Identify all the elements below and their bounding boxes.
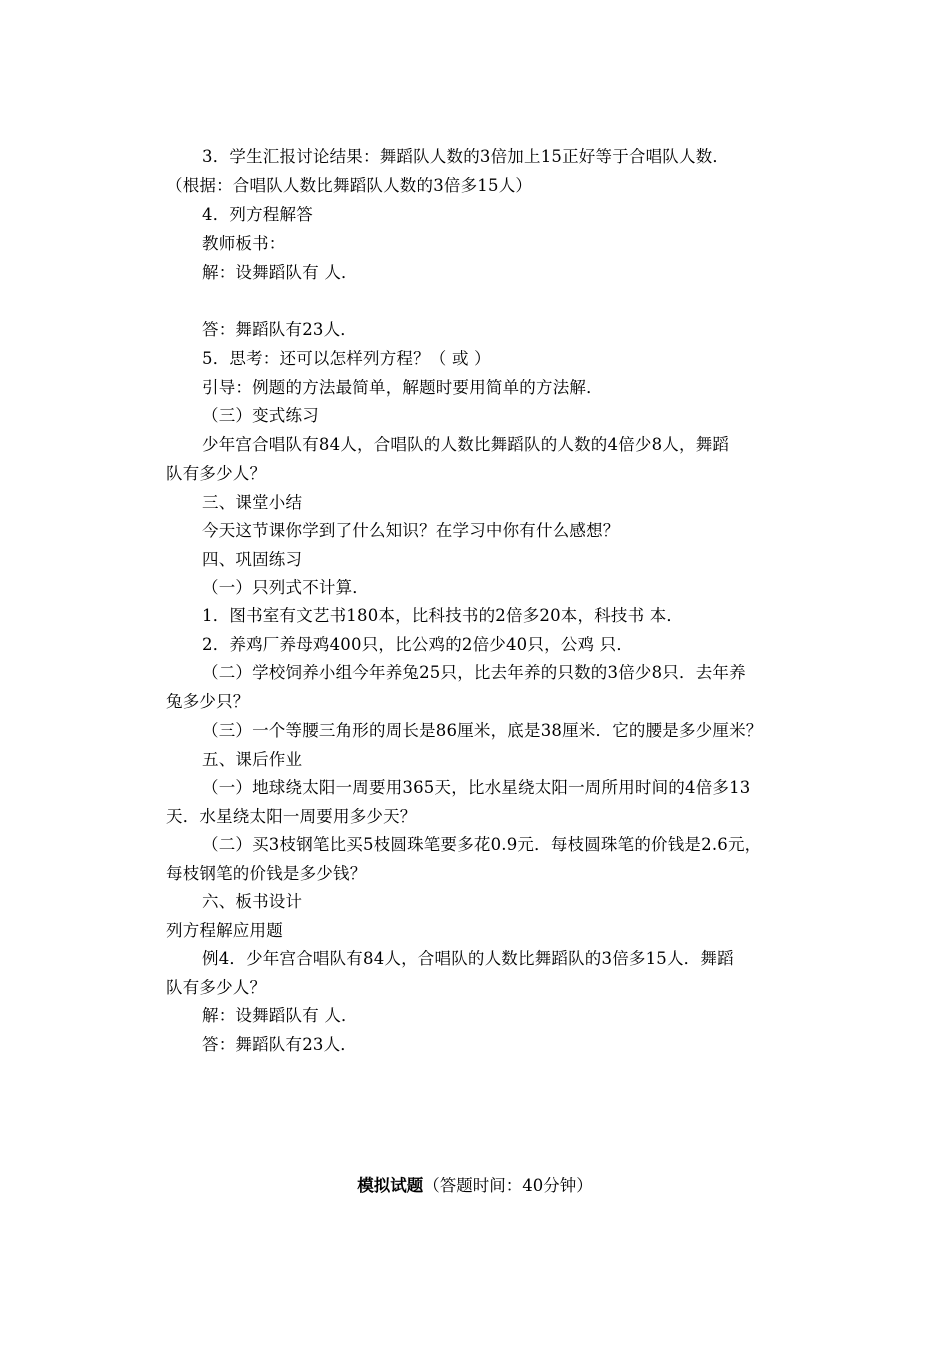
text-line: 四、巩固练习: [202, 550, 303, 569]
section-title: [0, 1176, 950, 1196]
text-line: 答：舞蹈队有23人．: [202, 320, 357, 339]
text-line: 每枝钢笔的价钱是多少钱？: [166, 864, 367, 883]
text-line: （一）地球绕太阳一周要用365天，比水星绕太阳一周所用时间的4倍多13: [202, 778, 751, 797]
text-line: 解：设舞蹈队有 人．: [202, 1006, 358, 1025]
text-line: 5．思考：还可以怎样列方程？（ 或 ）: [202, 349, 491, 368]
text-line: 教师板书：: [202, 234, 286, 253]
text-line: 4．列方程解答: [202, 205, 313, 224]
text-line: 答：舞蹈队有23人．: [202, 1035, 357, 1054]
text-line: 2．养鸡厂养母鸡400只，比公鸡的2倍少40只，公鸡 只．: [202, 635, 634, 654]
text-line: 列方程解应用题: [166, 921, 283, 940]
text-line: 队有多少人？: [166, 978, 267, 997]
text-line: 例4．少年宫合唱队有84人，合唱队的人数比舞蹈队的3倍多15人．舞蹈: [202, 949, 734, 968]
text-line: （三）变式练习: [202, 406, 319, 425]
text-line: 解：设舞蹈队有 人．: [202, 263, 358, 282]
text-line: （二）学校饲养小组今年养兔25只，比去年养的只数的3倍少8只．去年养: [202, 663, 746, 682]
text-line: 今天这节课你学到了什么知识？在学习中你有什么感想？: [202, 521, 620, 540]
text-line: 兔多少只？: [166, 692, 250, 711]
text-line: （根据：合唱队人数比舞蹈队人数的3倍多15人）: [166, 176, 533, 195]
text-line: 3．学生汇报讨论结果：舞蹈队人数的3倍加上15正好等于合唱队人数．: [202, 147, 730, 166]
text-line: 队有多少人？: [166, 464, 267, 483]
text-line: （二）买3枝钢笔比买5枝圆珠笔要多花0.9元．每枝圆珠笔的价钱是2.6元，: [202, 835, 762, 854]
text-line: 天．水星绕太阳一周要用多少天？: [166, 807, 417, 826]
text-line: 五、课后作业: [202, 750, 303, 769]
text-line: 1．图书室有文艺书180本，比科技书的2倍多20本，科技书 本．: [202, 606, 684, 625]
text-line: 引导：例题的方法最简单，解题时要用简单的方法解．: [202, 378, 603, 397]
text-line: 六、板书设计: [202, 892, 303, 911]
text-line: 少年宫合唱队有84人，合唱队的人数比舞蹈队的人数的4倍少8人，舞蹈: [202, 435, 730, 454]
text-line: 三、课堂小结: [202, 493, 303, 512]
text-line: （一）只列式不计算．: [202, 578, 369, 597]
section-title-note: （答题时间：40分钟）: [423, 1176, 593, 1195]
section-title-main: 模拟试题: [357, 1176, 424, 1195]
text-line: （三）一个等腰三角形的周长是86厘米，底是38厘米．它的腰是多少厘米？: [202, 721, 763, 740]
